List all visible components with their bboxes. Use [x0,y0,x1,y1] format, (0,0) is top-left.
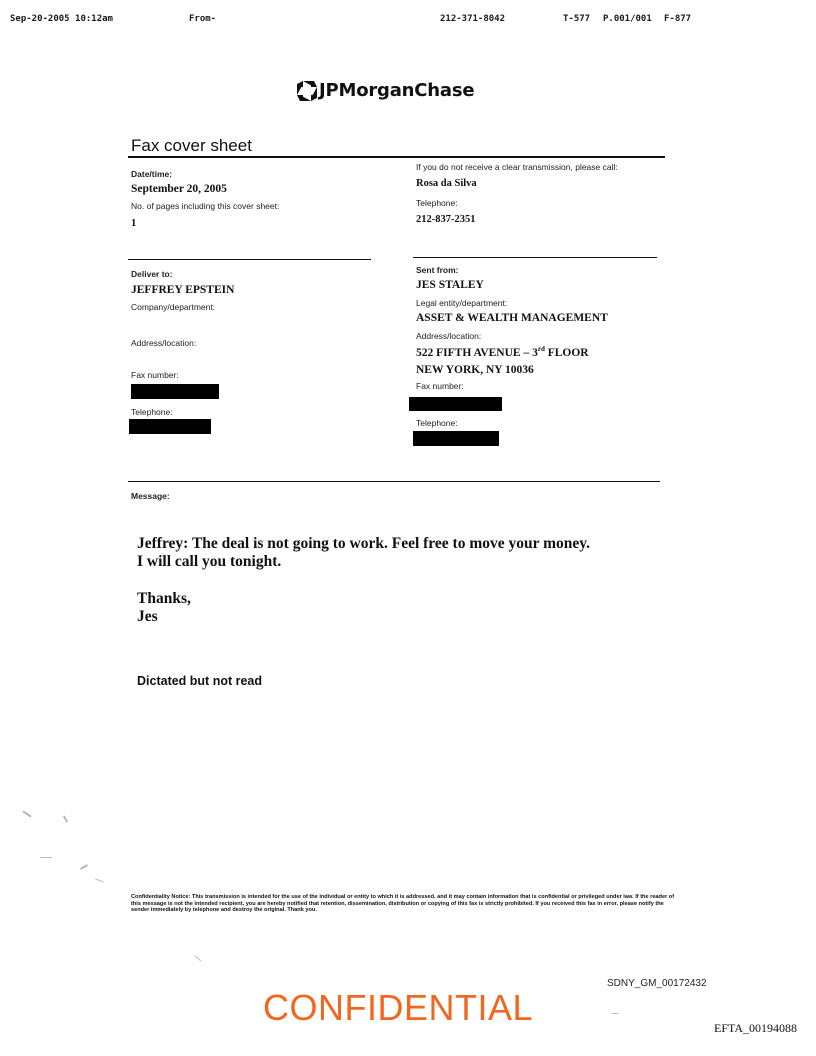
message-line-2: I will call you tonight. [137,553,282,570]
legal-entity-label: Legal entity/department: [416,298,508,308]
redaction-fax-right [409,397,502,411]
fax-datetime: Sep-20-2005 10:12am [10,14,113,24]
chase-octagon-icon [296,80,318,102]
scan-speck [612,1013,618,1014]
logo-text: JPMorganChase [319,80,475,101]
page-title: Fax cover sheet [131,136,252,155]
dictated-note: Dictated but not read [137,674,263,688]
confidential-stamp: CONFIDENTIAL [263,987,534,1028]
message-closing: Thanks, [137,590,191,607]
address-label-left: Address/location: [131,338,197,348]
address-floor-suffix: rd [537,345,545,353]
date-label: Date/time: [131,169,173,179]
scan-speck [22,810,31,817]
efta-number: EFTA_00194088 [714,1021,798,1035]
scan-speck [40,857,52,858]
message-signature: Jes [137,608,158,625]
fax-f-code: F-877 [664,14,692,24]
clear-transmission-label: If you do not receive a clear transmission, please call: [416,162,618,172]
address-line-2: NEW YORK, NY 10036 [416,364,534,376]
deliver-label: Deliver to: [131,269,173,279]
telephone-label-right-2: Telephone: [416,418,458,428]
jpmorganchase-logo [296,80,474,102]
redaction-telephone-left [129,419,211,434]
title-rule [128,156,665,158]
message-line-1: Jeffrey: The deal is not going to work. Feel free to move your money. [137,535,591,552]
redaction-fax-left [131,384,219,399]
fax-job-number: T-577 [563,14,591,24]
telephone-label-left: Telephone: [131,407,173,417]
bates-number: SDNY_GM_00172432 [607,978,707,989]
telephone-value-right: 212-837-2351 [416,214,476,225]
contact-name: Rosa da Silva [416,178,477,189]
message-rule [128,481,660,482]
fax-from: From- [189,14,217,24]
scan-speck [80,864,88,870]
message-label: Message: [131,491,170,501]
pages-label: No. of pages including this cover sheet: [131,201,280,211]
sent-from-label: Sent from: [416,265,459,275]
confidentiality-notice: Confidentiality Notice: This transmission is intended for the use of the individual or entity to which it is addressed, and it may contain information that is confidential or privileged under law. If the reader of this message is not the intended recipient, you are hereby notified that retention, dissemination, distribution or copying of this fax is strictly prohibited. If you received this fax in error, please notify the sender immediately by telephone and destroy the original. Thank you. [131,894,675,914]
scan-speck [195,956,202,962]
legal-entity-value: ASSET & WEALTH MANAGEMENT [416,312,608,324]
scan-speck [95,878,104,882]
address-label-right: Address/location: [416,331,482,341]
address-floor: FLOOR [544,346,589,359]
address-street: 522 FIFTH AVENUE – 3 [416,346,538,359]
fax-number-label-left: Fax number: [131,370,179,380]
fax-phone: 212-371-8042 [440,14,506,24]
scan-speck [63,815,68,822]
fax-number-label-right: Fax number: [416,381,464,391]
telephone-label-right: Telephone: [416,198,458,208]
address-line-1 [416,345,589,359]
sent-from-value: JES STALEY [416,279,484,291]
pages-value: 1 [131,218,137,229]
date-value: September 20, 2005 [131,183,227,195]
right-section-rule [413,257,657,258]
fax-page-count: P.001/001 [603,14,652,24]
company-label: Company/department: [131,302,216,312]
deliver-value: JEFFREY EPSTEIN [131,284,235,296]
left-section-rule [128,259,371,260]
redaction-telephone-right [413,431,499,446]
